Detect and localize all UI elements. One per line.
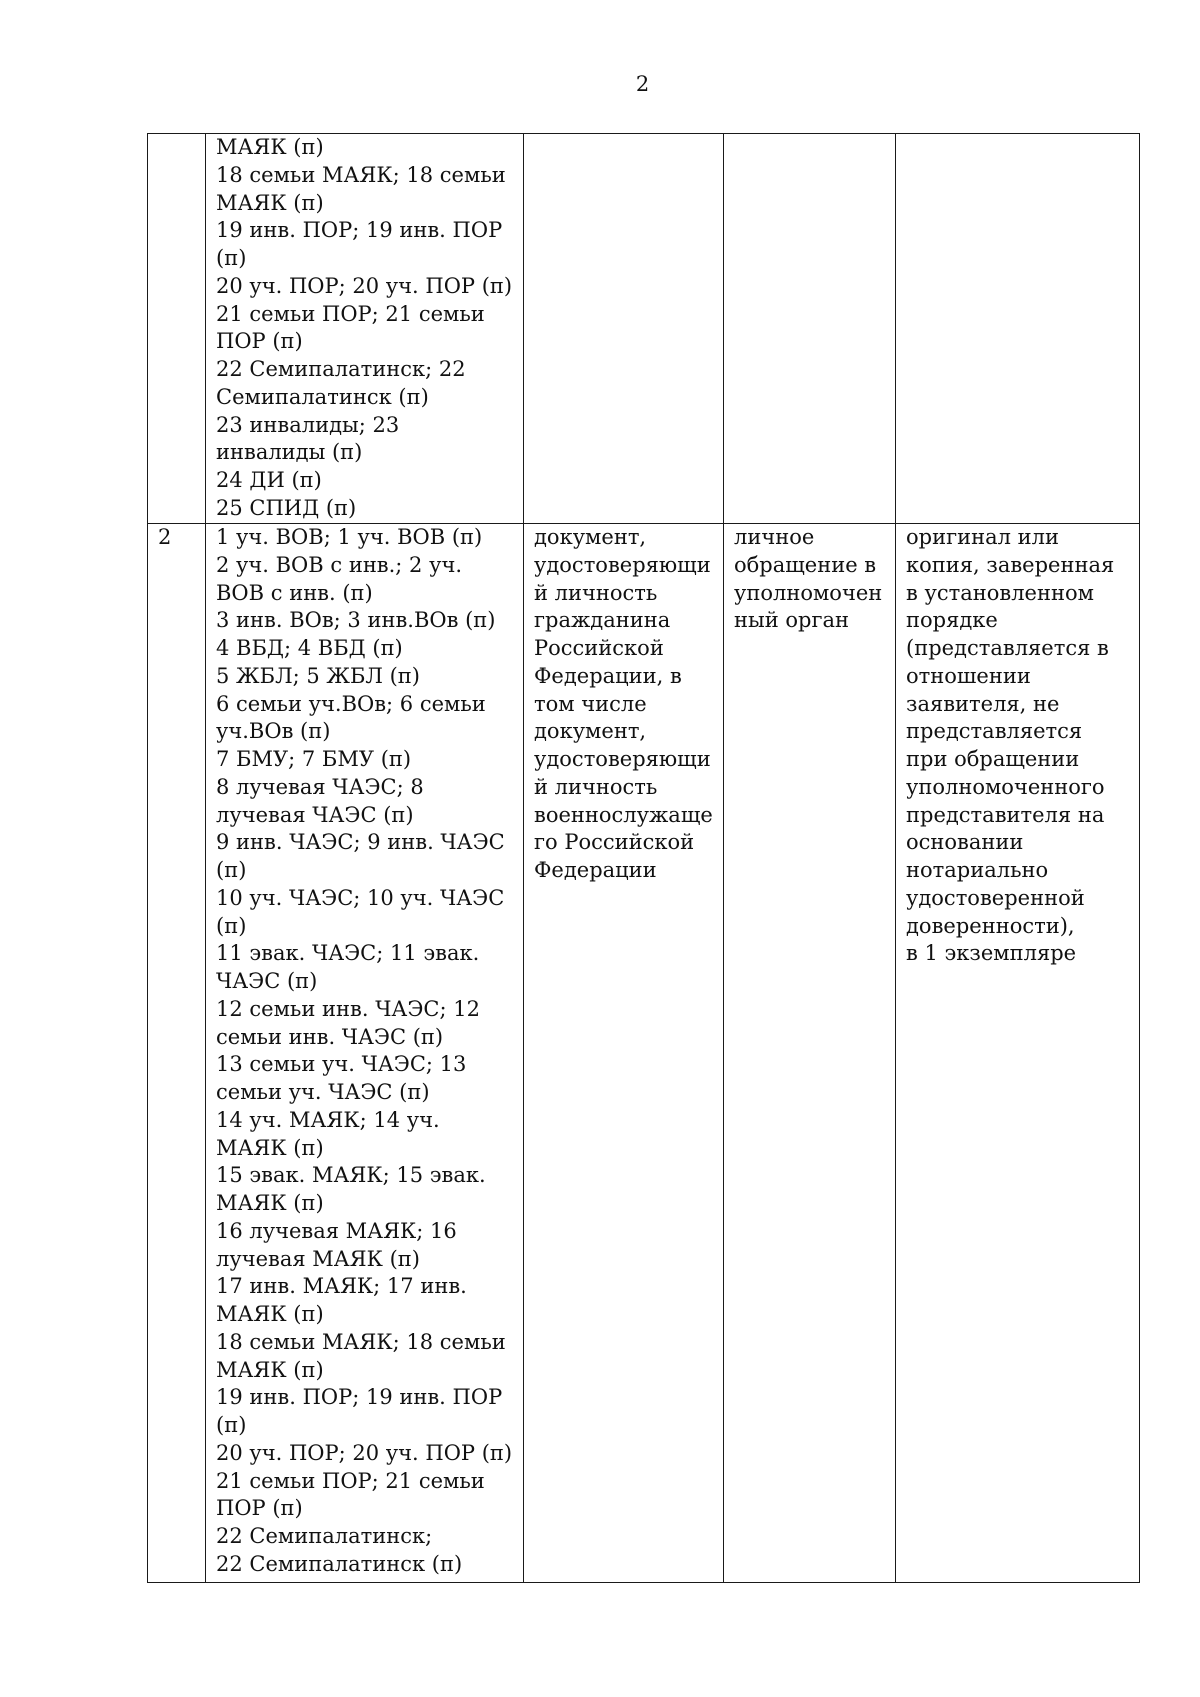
category-item: МАЯК (п) (216, 135, 324, 159)
category-list-cell (206, 134, 524, 524)
category-item: 5 ЖБЛ; 5 ЖБЛ (п) (216, 663, 420, 688)
category-item: 16 лучевая МАЯК; 16 лучевая МАЯК (п) (216, 1218, 457, 1271)
category-item: 20 уч. ПОР; 20 уч. ПОР (п) (216, 273, 513, 298)
category-item: 22 Семипалатинск; 22 Семипалатинск (п) (216, 357, 466, 409)
category-item: 18 семьи МАЯК; 18 семьи МАЯК (п) (216, 1329, 506, 1382)
category-item: 14 уч. МАЯК; 14 уч. МАЯК (п) (216, 1107, 440, 1160)
form-cell (896, 134, 1140, 524)
category-item: 25 СПИД (п) (216, 495, 357, 520)
category-item: 6 семьи уч.ВОв; 6 семьи уч.ВОв (п) (216, 691, 486, 744)
category-item: 19 инв. ПОР; 19 инв. ПОР (п) (216, 218, 503, 270)
category-list-cell (206, 524, 524, 1583)
category-item: 19 инв. ПОР; 19 инв. ПОР (п) (216, 1385, 503, 1437)
category-item: 22 Семипалатинск; (216, 1524, 433, 1548)
category-item: 7 БМУ; 7 БМУ (п) (216, 747, 412, 771)
method-cell: личное обращение в уполномоченный орган (724, 524, 896, 1583)
category-item: 11 эвак. ЧАЭС; 11 эвак. ЧАЭС (п) (216, 941, 480, 993)
category-item: 21 семьи ПОР; 21 семьи ПОР (п) (216, 1468, 485, 1521)
row-number-cell (148, 134, 206, 524)
page-number: 2 (635, 72, 650, 96)
category-item: 9 инв. ЧАЭС; 9 инв. ЧАЭС (п) (216, 830, 505, 882)
category-item: 18 семьи МАЯК; 18 семьи МАЯК (п) (216, 162, 506, 215)
category-item: 21 семьи ПОР; 21 семьи ПОР (п) (216, 301, 485, 354)
category-item: 8 лучевая ЧАЭС; 8 лучевая ЧАЭС (п) (216, 774, 424, 827)
category-item: 12 семьи инв. ЧАЭС; 12 семьи инв. ЧАЭС (п) (216, 996, 480, 1049)
category-item: 3 инв. ВОв; 3 инв.ВОв (п) (216, 608, 496, 633)
category-item: 1 уч. ВОВ; 1 уч. ВОВ (п) (216, 525, 483, 549)
category-item: 10 уч. ЧАЭС; 10 уч. ЧАЭС (п) (216, 885, 505, 938)
table-row (148, 524, 1140, 1583)
category-item: 24 ДИ (п) (216, 468, 322, 492)
method-cell (724, 134, 896, 524)
category-item: 23 инвалиды; 23 инвалиды (п) (216, 412, 400, 465)
document-cell: документ, удостоверяющий личность гражданина Российской Федерации, в том числе документ, удостоверяющий личность военнослужащего Российской Федерации (524, 524, 724, 1583)
form-cell: оригинал или копия, заверенная в установленном порядке (представляется в отношении заявителя, не представляется при обращении уполномоченного представителя на основании нотариально удостоверенной доверенности), в 1 экземпляре (896, 524, 1140, 1583)
category-item: 22 Семипалатинск (п) (216, 1551, 463, 1576)
category-item: 15 эвак. МАЯК; 15 эвак. МАЯК (п) (216, 1163, 486, 1215)
category-item: 4 ВБД; 4 ВБД (п) (216, 636, 403, 660)
category-item: 13 семьи уч. ЧАЭС; 13 семьи уч. ЧАЭС (п) (216, 1052, 467, 1104)
category-item: 17 инв. МАЯК; 17 инв. МАЯК (п) (216, 1274, 467, 1326)
row-number-cell: 2 (148, 524, 206, 1583)
document-cell (524, 134, 724, 524)
document-table (147, 133, 1140, 1583)
table-row (148, 134, 1140, 524)
category-item: 20 уч. ПОР; 20 уч. ПОР (п) (216, 1440, 513, 1465)
category-item: 2 уч. ВОВ с инв.; 2 уч. ВОВ с инв. (п) (216, 552, 463, 605)
